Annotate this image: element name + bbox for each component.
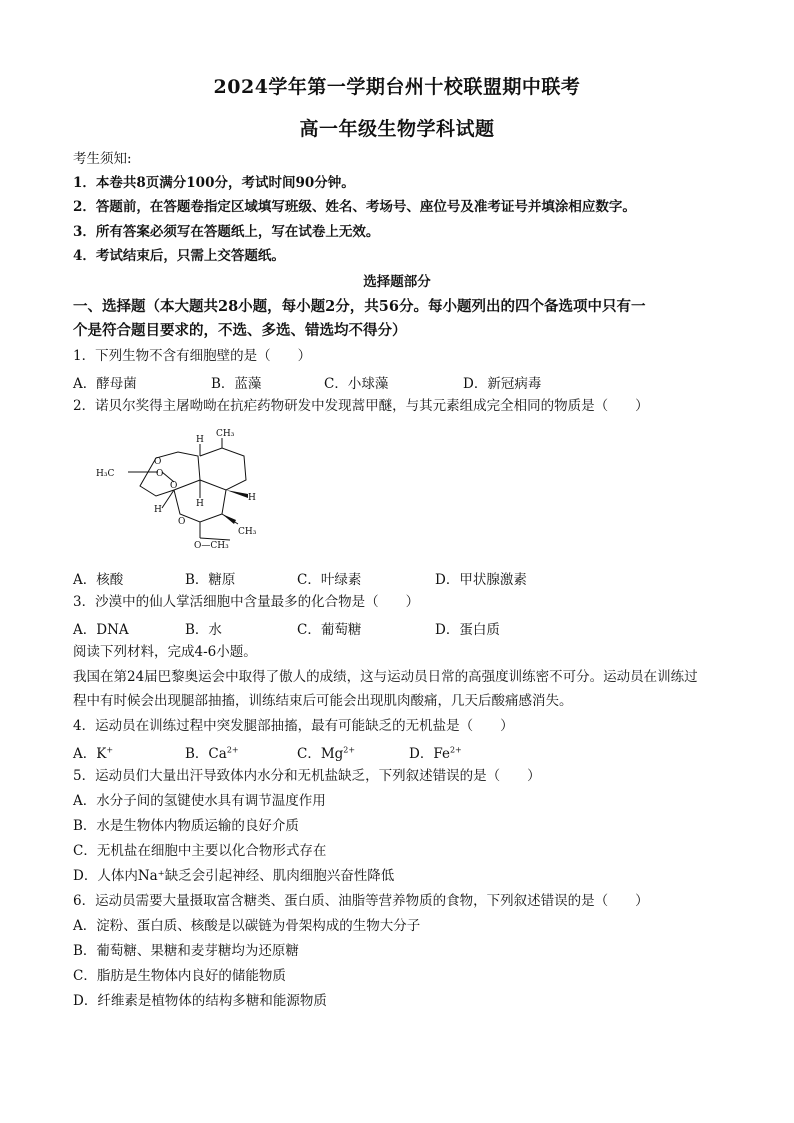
q4-option-a-charge: + [106, 745, 114, 755]
mol-label-o-ring: O [178, 517, 186, 527]
q4-option-b-label: B．Ca [185, 746, 227, 762]
notice-heading: 考生须知: [73, 151, 132, 167]
q1-option-b: B．蓝藻 [211, 376, 262, 392]
q4-option-d [409, 742, 462, 762]
notice-item-4: 4．考试结束后，只需上交答题纸。 [73, 248, 285, 264]
q4-option-d-label: D．Fe [409, 746, 450, 762]
q3-option-b: B．水 [185, 622, 222, 638]
mol-label-h-left: H [154, 505, 162, 515]
mol-label-ch3-top: CH₃ [216, 429, 235, 439]
exam-title: 2024学年第一学期台州十校联盟期中联考 [213, 76, 581, 98]
section-intro-line2: 个是符合题目要求的，不选、多选、错选均不得分） [73, 322, 407, 339]
artemether-structure-diagram [88, 428, 268, 560]
section-intro-line1: 一、选择题（本大题共28小题，每小题2分，共56分。每小题列出的四个备选项中只有一 [73, 298, 646, 315]
q4-option-a-label: A．K [73, 746, 107, 762]
question-4-stem: 4．运动员在训练过程中突发腿部抽搐，最有可能缺乏的无机盐是（ ） [73, 718, 514, 734]
q2-option-b: B．糖原 [185, 572, 236, 588]
q6-option-c: C．脂肪是生物体内良好的储能物质 [73, 968, 286, 984]
mol-label-h3c: H₃C [96, 469, 115, 479]
q1-option-a: A．酵母菌 [73, 376, 137, 392]
exam-subtitle: 高一年级生物学科试题 [299, 118, 495, 140]
question-6-stem: 6．运动员需要大量摄取富含糖类、蛋白质、油脂等营养物质的食物，下列叙述错误的是（ ） [73, 893, 649, 909]
q6-option-d: D．纤维素是植物体的结构多糖和能源物质 [73, 993, 327, 1009]
question-2-stem: 2．诺贝尔奖得主屠呦呦在抗疟药物研发中发现蒿甲醚，与其元素组成完全相同的物质是（ ） [73, 398, 649, 414]
material-line-2: 程中有时候会出现腿部抽搐，训练结束后可能会出现肌肉酸痛，几天后酸痛感消失。 [73, 693, 573, 709]
question-5-stem: 5．运动员们大量出汗导致体内水分和无机盐缺乏，下列叙述错误的是（ ） [73, 768, 541, 784]
notice-item-1: 1．本卷共8页满分100分，考试时间90分钟。 [73, 175, 355, 191]
q1-option-c: C．小球藻 [324, 376, 389, 392]
question-3-stem: 3．沙漠中的仙人掌活细胞中含量最多的化合物是（ ） [73, 594, 420, 610]
q3-option-d: D．蛋白质 [435, 622, 500, 638]
mol-label-ch3-right: CH₃ [238, 527, 257, 537]
q5-option-a: A．水分子间的氢键使水具有调节温度作用 [73, 793, 326, 809]
material-lead: 阅读下列材料，完成4-6小题。 [73, 644, 257, 660]
section-title: 选择题部分 [363, 274, 431, 290]
q6-option-a: A．淀粉、蛋白质、核酸是以碳链为骨架构成的生物大分子 [73, 918, 421, 934]
q4-option-c-label: C．Mg [297, 746, 344, 762]
mol-label-h-top: H [196, 435, 204, 445]
q4-option-a [73, 742, 113, 762]
q2-option-d: D．甲状腺激素 [435, 572, 527, 588]
q2-option-c: C．叶绿素 [297, 572, 362, 588]
mol-label-h-right: H [248, 493, 256, 503]
q4-option-c-charge: 2+ [343, 745, 356, 755]
mol-label-och3: O—CH₃ [194, 541, 229, 551]
mol-label-h-mid: H [196, 499, 204, 509]
q6-option-b: B．葡萄糖、果糖和麦芽糖均为还原糖 [73, 943, 299, 959]
material-line-1: 我国在第24届巴黎奥运会中取得了傲人的成绩，这与运动员日常的高强度训练密不可分。运动员在训练过 [73, 669, 698, 685]
notice-item-3: 3．所有答案必须写在答题纸上，写在试卷上无效。 [73, 224, 380, 240]
notice-item-2: 2．答题前，在答题卷指定区域填写班级、姓名、考场号、座位号及准考证号并填涂相应数字。 [73, 199, 636, 215]
mol-label-o2: O [156, 469, 164, 479]
q5-option-c: C．无机盐在细胞中主要以化合物形式存在 [73, 843, 327, 859]
mol-label-o3: O [170, 481, 178, 491]
q1-option-d: D．新冠病毒 [463, 376, 542, 392]
q4-option-c [297, 742, 355, 762]
q5-option-b: B．水是生物体内物质运输的良好介质 [73, 818, 299, 834]
q2-option-a: A．核酸 [73, 572, 124, 588]
q3-option-c: C．葡萄糖 [297, 622, 362, 638]
q4-option-b [185, 742, 239, 762]
mol-label-o1: O [154, 457, 162, 467]
q3-option-a: A．DNA [73, 622, 129, 638]
q5-option-d: D．人体内Na⁺缺乏会引起神经、肌肉细胞兴奋性降低 [73, 868, 395, 884]
q4-option-b-charge: 2+ [226, 745, 239, 755]
q4-option-d-charge: 2+ [449, 745, 462, 755]
question-1-stem: 1．下列生物不含有细胞壁的是（ ） [73, 348, 312, 364]
